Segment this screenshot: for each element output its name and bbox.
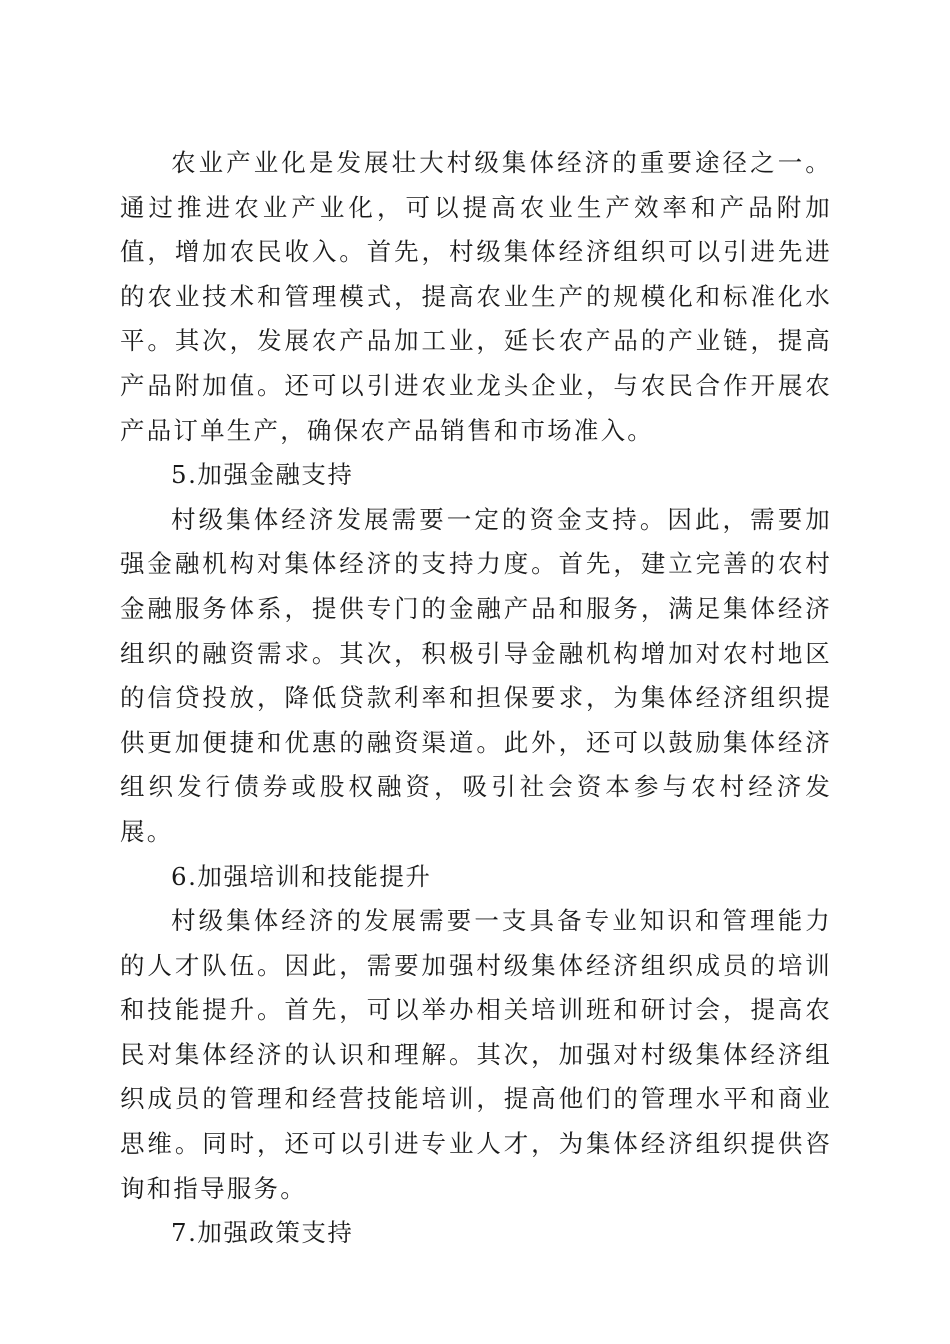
paragraph-financial-support: 村级集体经济发展需要一定的资金支持。因此，需要加强金融机构对集体经济的支持力度。首先，建立完善的农村金融服务体系，提供专门的金融产品和服务，满足集体经济组织的融资需求。其次，积极引导金融机构增加对农村地区的信贷投放，降低贷款利率和担保要求，为集体经济组织提供更加便捷和优惠的融资渠道。此外，还可以鼓励集体经济组织发行债券或股权融资，吸引社会资本参与农村经济发展。 (120, 504, 832, 846)
paragraph-training-skills: 村级集体经济的发展需要一支具备专业知识和管理能力的人才队伍。因此，需要加强村级集体经济组织成员的培训和技能提升。首先，可以举办相关培训班和研讨会，提高农民对集体经济的认识和理解。其次，加强对村级集体经济组织成员的管理和经营技能培训，提高他们的管理水平和商业思维。同时，还可以引进专业人才，为集体经济组织提供咨询和指导服务。 (120, 906, 832, 1203)
section-heading-7: 7.加强政策支持 (171, 1218, 354, 1248)
document-body (120, 141, 832, 1256)
paragraph-agricultural-industrialization: 农业产业化是发展壮大村级集体经济的重要途径之一。通过推进农业产业化，可以提高农业生产效率和产品附加值，增加农民收入。首先，村级集体经济组织可以引进先进的农业技术和管理模式，提高农业生产的规模化和标准化水平。其次，发展农产品加工业，延长农产品的产业链，提高产品附加值。还可以引进农业龙头企业，与农民合作开展农产品订单生产，确保农产品销售和市场准入。 (120, 148, 832, 445)
section-heading-6: 6.加强培训和技能提升 (171, 861, 432, 891)
section-heading-5: 5.加强金融支持 (171, 460, 354, 490)
